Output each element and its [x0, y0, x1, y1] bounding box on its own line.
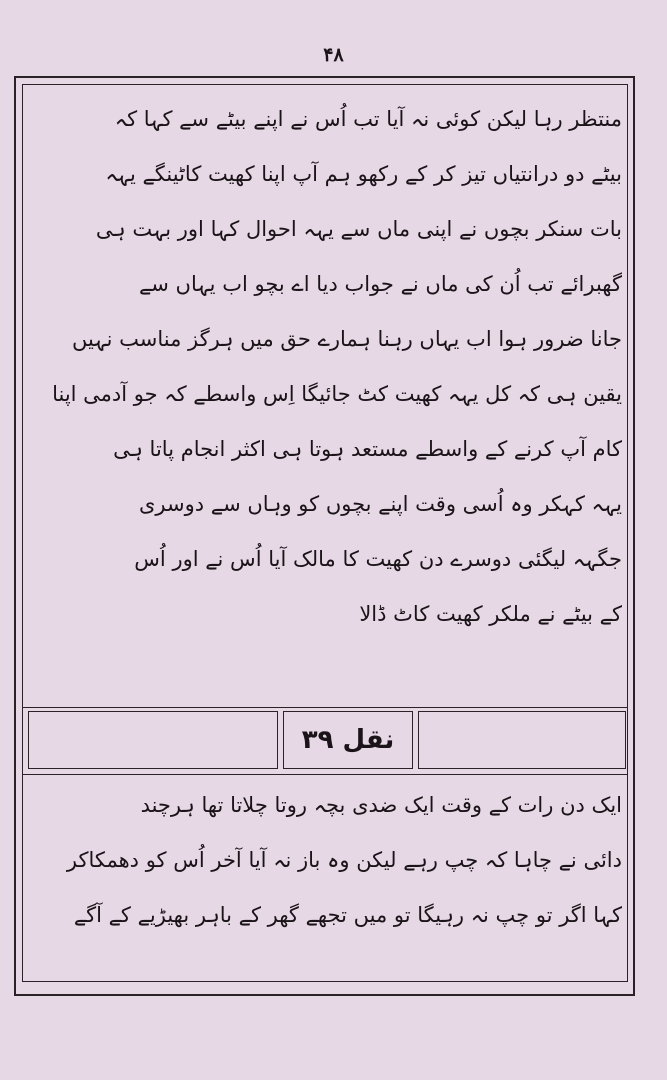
page-number: ۴۸: [323, 44, 344, 66]
text-line: ایک دن رات کے وقت ایک ضدی بچہ روتا چلاتا تھا ہرچند: [140, 793, 622, 817]
text-line: کام آپ کرنے کے واسطے مستعد ہوتا ہی اکثر انجام پاتا ہی: [113, 437, 622, 461]
text-line: کہا اگر تو چپ نہ رہیگا تو میں تجھے گھر کے باہر بھیڑیے کے آگے: [73, 903, 622, 927]
text-line: بیٹے دو درانتیاں تیز کر کے رکھو ہم آپ اپنا کھیت کاٹینگے یہہ: [105, 162, 622, 186]
heading-box-left: [28, 711, 278, 769]
text-line: منتظر رہا لیکن کوئی نہ آیا تب اُس نے اپنے بیٹے سے کہا کہ: [114, 107, 622, 131]
text-line: دائی نے چاہا کہ چپ رہے لیکن وہ باز نہ آیا آخر اُس کو دھمکاکر: [66, 848, 622, 872]
text-line: یقین ہی کہ کل یہہ کھیت کٹ جائیگا اِس واسطے کہ جو آدمی اپنا: [52, 382, 622, 406]
section-heading: نقل ۳۹: [301, 725, 395, 755]
text-line: کے بیٹے نے ملکر کھیت کاٹ ڈالا: [359, 602, 622, 626]
text-line: بات سنکر بچوں نے اپنی ماں سے یہہ احوال کہا اور بہت ہی: [95, 217, 622, 241]
text-line: جگہہ لیگئی دوسرے دن کھیت کا مالک آیا اُس نے اور اُس: [134, 547, 622, 571]
text-line: گھبرائے تب اُن کی ماں نے جواب دیا اے بچو اب یہاں سے: [138, 272, 622, 296]
section-divider-bottom: [22, 774, 628, 775]
heading-box-center: [283, 711, 413, 769]
text-line: یہہ کہکر وہ اُسی وقت اپنے بچوں کو وہاں سے دوسری: [139, 492, 622, 516]
story-two-text: [40, 778, 622, 978]
story-one-text: [40, 92, 622, 712]
text-line: جانا ضرور ہوا اب یہاں رہنا ہمارے حق میں ہرگز مناسب نہیں: [72, 327, 622, 351]
section-heading-row: [28, 711, 628, 773]
heading-box-right: [418, 711, 626, 769]
section-divider-top: [22, 707, 628, 708]
